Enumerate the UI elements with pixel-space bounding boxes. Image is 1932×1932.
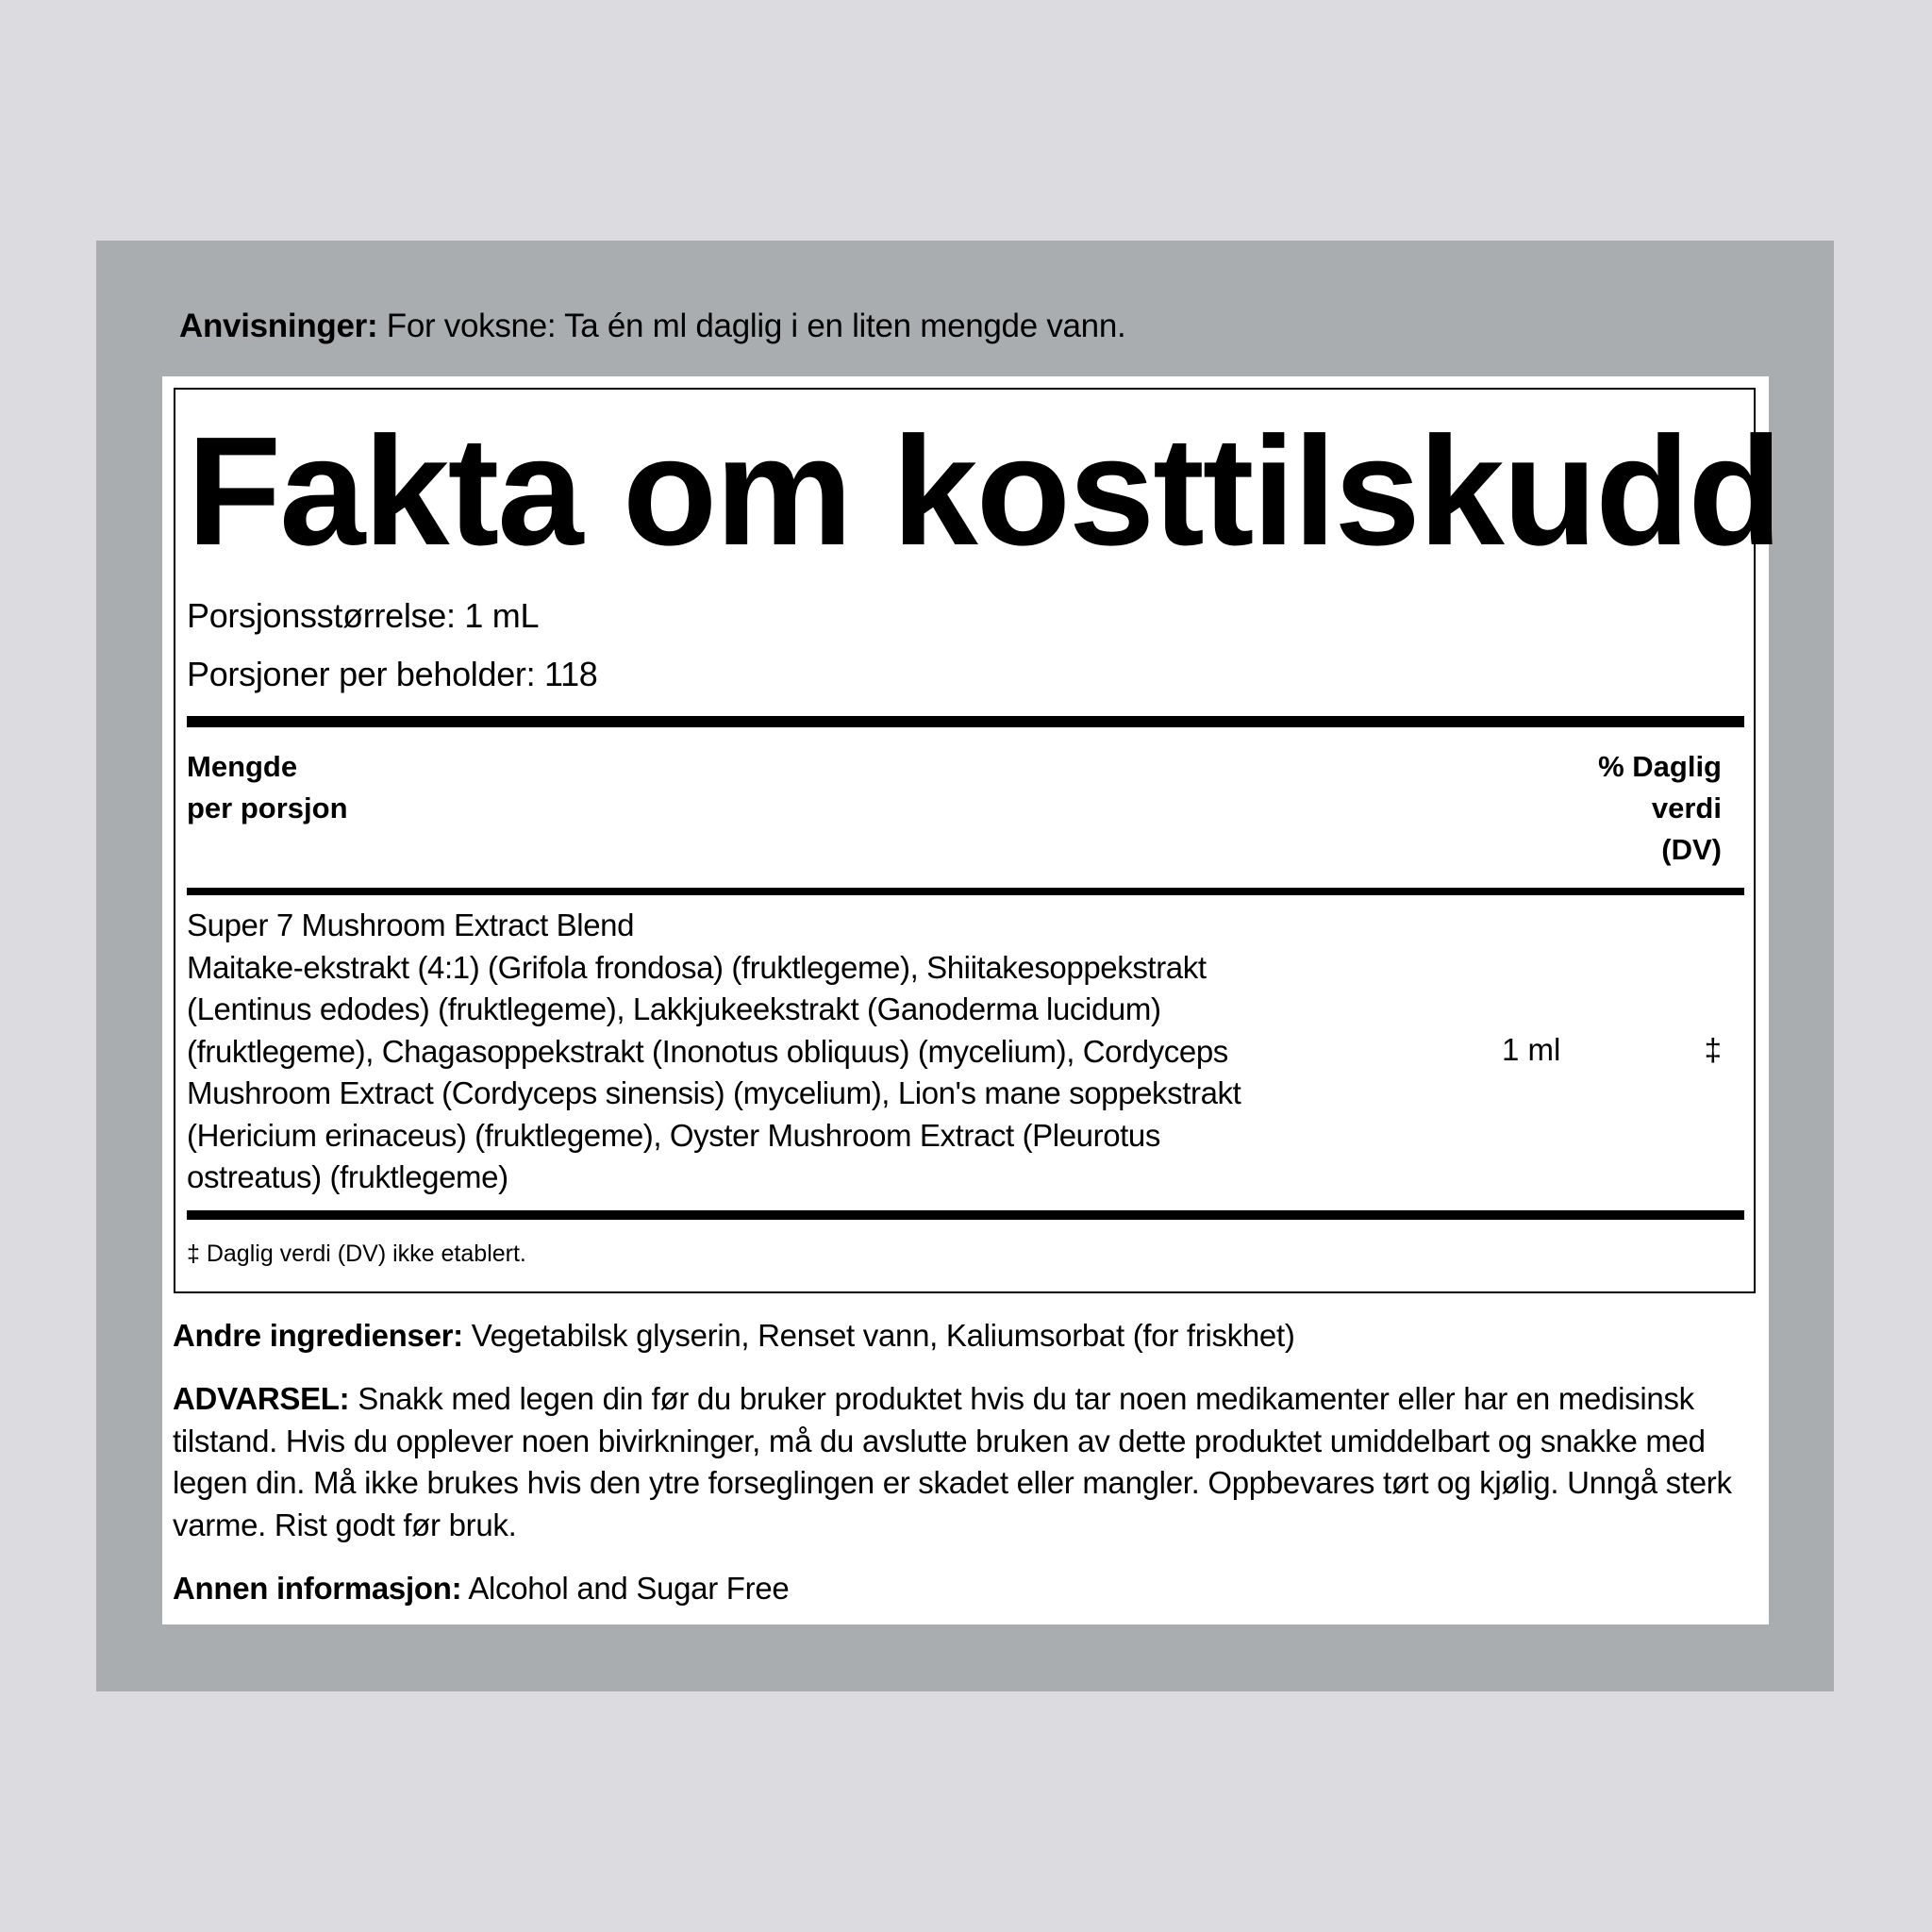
other-ingredients-text: Vegetabilsk glyserin, Renset vann, Kaliumsorbat (for friskhet) <box>462 1318 1295 1353</box>
supplement-facts-panel <box>174 388 1781 1293</box>
other-information-label: Annen informasjon: <box>173 1571 462 1606</box>
daily-value-footnote: ‡ Daglig verdi (DV) ikke etablert. <box>187 1241 526 1267</box>
serving-size: Porsjonsstørrelse: 1 mL <box>187 596 540 635</box>
other-ingredients <box>173 1315 1295 1357</box>
daily-value-header: % Daglig verdi (DV) <box>1598 750 1722 866</box>
other-information-text: Alcohol and Sugar Free <box>461 1571 790 1606</box>
directions-text: For voksne: Ta én ml daglig i en liten mengde vann. <box>377 308 1126 344</box>
other-ingredients-label: Andre ingredienser: <box>173 1318 463 1353</box>
divider-thick <box>187 716 1744 727</box>
other-information <box>173 1568 789 1610</box>
directions-label: Anvisninger: <box>179 308 378 344</box>
blend-daily-value: ‡ <box>1704 1032 1722 1067</box>
blend-name: Super 7 Mushroom Extract Blend <box>187 908 635 942</box>
divider-footer <box>187 1210 1744 1220</box>
blend-detail: Maitake-ekstrakt (4:1) (Grifola frondosa) (fruktlegeme), Shiitakesoppekstrakt (Lentinus edodes) (fruktlegeme), Lakkjukeekstrakt (Ganoderma lucidum) (fruktlegeme), Chagasoppekstrakt (Inonotus obliquus) (mycelium), Cordyceps Mushroom Extract (Cordyceps sinensis) (mycelium), Lion's mane soppekstrakt (Hericium erinaceus) (fruktlegeme), Oyster Mushroom Extract (Pleurotus ostreatus) (fruktlegeme) <box>187 949 1241 1194</box>
amount-per-serving-header: Mengde per porsjon <box>187 750 348 824</box>
ingredient-row <box>187 905 1253 1199</box>
divider-header <box>187 888 1744 895</box>
warning <box>173 1378 1767 1546</box>
warning-label: ADVARSEL: <box>173 1381 350 1416</box>
warning-text: Snakk med legen din før du bruker produktet hvis du tar noen medikamenter eller har en medisinsk tilstand. Hvis du opplever noen bivirkninger, må du avslutte bruken av dette produktet umiddelbart og snakke med legen din. Må ikke brukes hvis den ytre forseglingen er skadet eller mangler. Oppbevares tørt og kjølig. Unngå sterk varme. Rist godt før bruk. <box>173 1381 1732 1542</box>
blend-amount: 1 ml <box>1502 1032 1561 1067</box>
facts-title: Fakta om kosttilskudd <box>187 405 1781 577</box>
directions <box>179 304 1125 349</box>
servings-per-container: Porsjoner per beholder: 118 <box>187 655 598 693</box>
